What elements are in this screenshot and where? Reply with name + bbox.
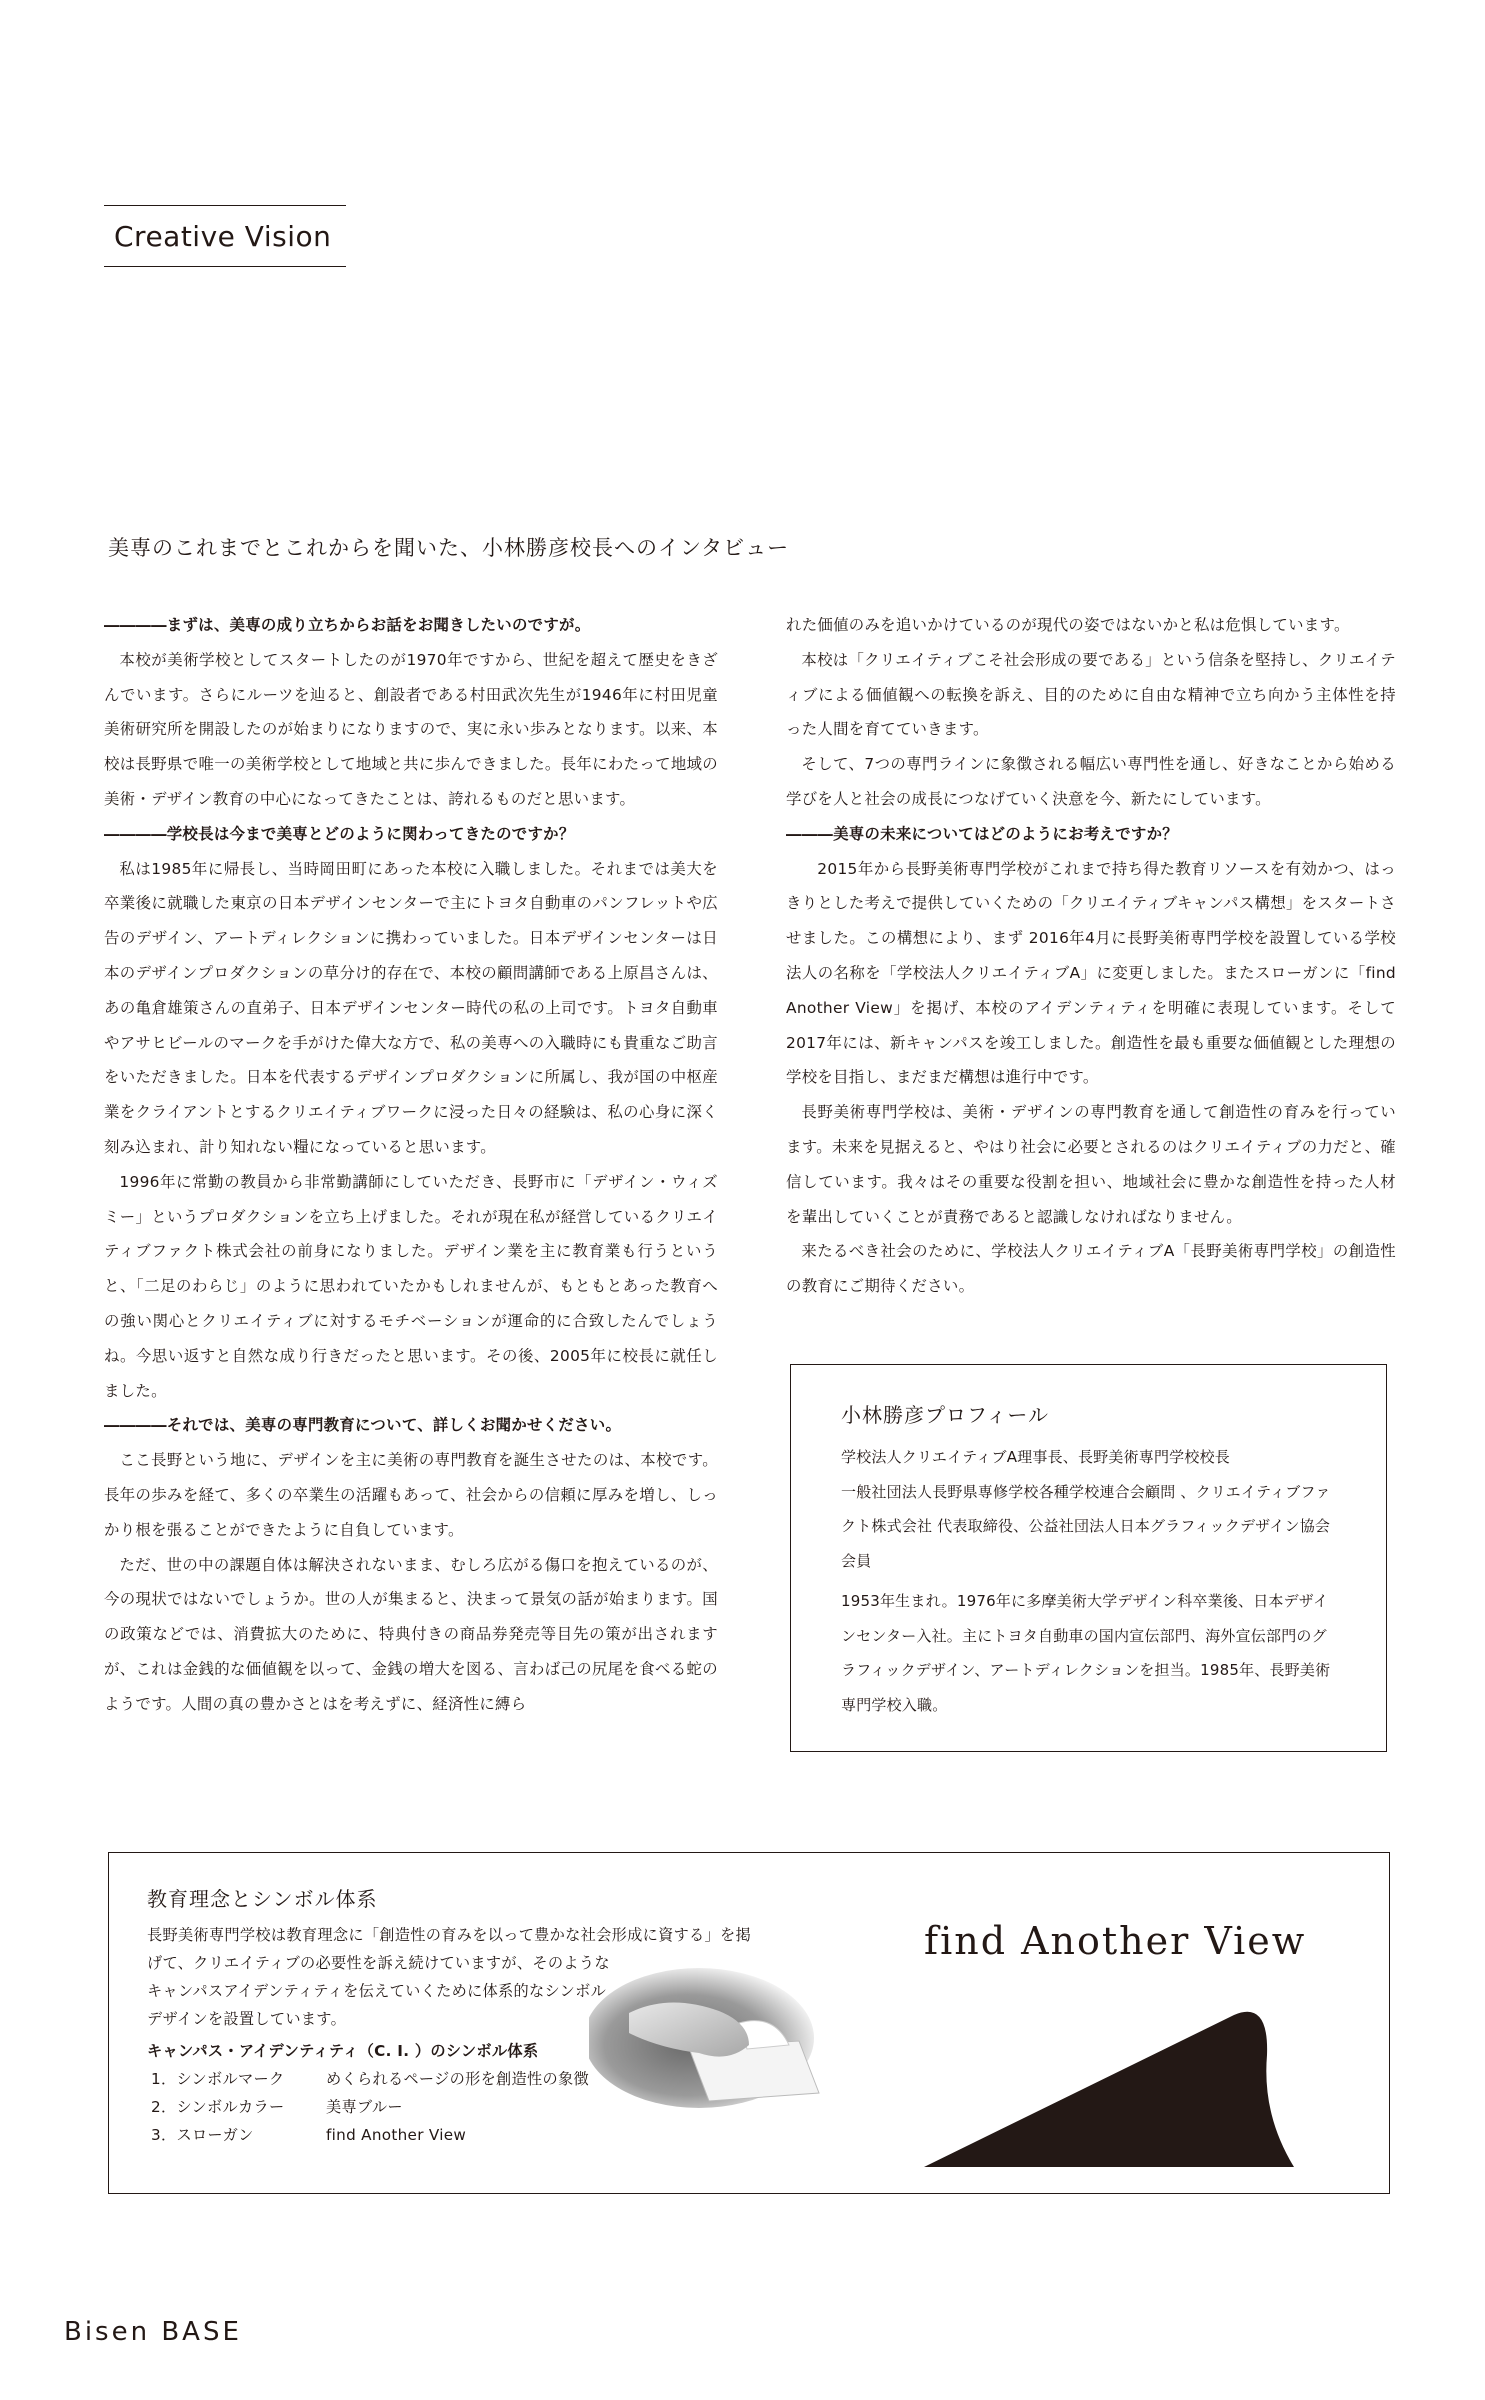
interview-answer: 本校は「クリエイティブこそ社会形成の要である」という信条を堅持し、クリエイティブによる価値観への転換を訴え、目的のために自由な精神で立ち向かう主体性を持った人間を育てていきます。 (786, 650, 1396, 739)
interview-question: ――――まずは、美専の成り立ちからお話をお聞きしたいのですが。 (104, 616, 591, 634)
symbol-mark-triangle (924, 1995, 1294, 2167)
profile-title: 小林勝彦プロフィール (841, 1403, 1049, 1427)
symbol-text-line: 長野美術専門学校は教育理念に「創造性の育みを以って豊かな社会形成に資する」を掲 (147, 1926, 752, 1944)
interview-question: ――――それでは、美専の専門教育について、詳しくお聞かせください。 (104, 1416, 622, 1435)
interview-answer: 私は1985年に帰長し、当時岡田町にあった本校に入職しました。それまでは美大を卒業後に就職した東京の日本デザインセンターで主にトヨタ自動車のパンフレットや広告のデザイン、アートディレクションに携わっていました。日本デザインセンターは日本のデザインプロダクションの草分け的存在で、本校の顧問講師である上原昌さんは、あの亀倉雄策さんの直弟子、日本デザインセンター時代の私の上司です。トヨタ自動車やアサヒビールのマークを手がけた偉大な方で、私の美専への入職時にも貴重なご助言をいただきました。日本を代表するデザインプロダクションに所属し、我が国の中枢産業をクライアントとするクリエイティブワークに浸った日々の経験は、私の心身に深く刻み込まれ、計り知れない糧になっていると思います。 (104, 859, 718, 1156)
symbol-item-value: find Another View (326, 2126, 467, 2144)
interview-answer: ここ長野という地に、デザインを主に美術の専門教育を誕生させたのは、本校です。長年の歩みを経て、多くの卒業生の活躍もあって、社会からの信頼に厚みを増し、しっかり根を張ることができたように自負しています。 (104, 1451, 718, 1539)
interview-answer: ただ、世の中の課題自体は解決されないまま、むしろ広がる傷口を抱えているのが、今の現状ではないでしょうか。世の人が集まると、決まって景気の話が始まります。国の政策などでは、消費拡大のために、特典付きの商品券発売等目先の策が出されますが、これは金銭的な価値観を以って、金銭の増大を図る、言わば己の尻尾を食べる蛇のようです。人間の真の豊かさとはを考えずに、経済性に縛ら (104, 1555, 718, 1713)
profile-line: 一般社団法人長野県専修学校各種学校連合会顧問 、クリエイティブファクト株式会社 代表取締役、公益社団法人日本グラフィックデザイン協会会員 (841, 1482, 1331, 1570)
footer-brand: Bisen BASE (64, 2317, 242, 2347)
symbol-item-key: 1．シンボルマーク (151, 2070, 285, 2088)
symbol-item (147, 2121, 867, 2149)
interview-answer: れた価値のみを追いかけているのが現代の姿ではないかと私は危惧しています。 (786, 616, 1350, 634)
interview-answer: 2015年から長野美術専門学校がこれまで持ち得た教育リソースを有効かつ、はっきりとした考えで提供していくための「クリエイティブキャンパス構想」をスタートさせました。この構想により、まず 2016年4月に長野美術専門学校を設置している学校法人の名称を「学校法人クリエイティブA」に変更しました。またスローガンに「find Another View」を掲げ、本校のアイデンティティを明確に表現しています。そして2017年には、新キャンパスを竣工しました。創造性を最も重要な価値観とした理想の学校を目指し、まだまだ構想は進行中です。 (786, 859, 1396, 1087)
symbol-item-value: めくられるページの形を創造性の象徴 (326, 2070, 589, 2088)
interview-answer: 来たるべき社会のために、学校法人クリエイティブA「長野美術専門学校」の創造性の教育にご期待ください。 (786, 1242, 1396, 1296)
section-title: Creative Vision (114, 220, 332, 253)
interview-question: ――――学校長は今まで美専とどのように関わってきたのですか？ (104, 824, 575, 843)
profile-box (790, 1364, 1387, 1752)
symbol-subtitle: キャンパス・アイデンティティ（C. I. ）のシンボル体系 (147, 2042, 539, 2060)
section-header (104, 205, 346, 267)
symbol-item-key: 3．スローガン (151, 2126, 254, 2144)
symbol-item-value: 美専ブルー (326, 2098, 403, 2116)
symbol-title: 教育理念とシンボル体系 (147, 1887, 378, 1911)
symbol-item-key: 2．シンボルカラー (151, 2098, 285, 2116)
interview-column-right (786, 608, 1396, 1304)
interview-answer: 1996年に常勤の教員から非常勤講師にしていただき、長野市に「デザイン・ウィズミー」というプロダクションを立ち上げました。それが現在私が経営しているクリエイティブファクト株式会社の前身になりました。デザイン業を主に教育業も行うというと、「二足のわらじ」のように思われていたかもしれませんが、もともとあった教育への強い関心とクリエイティブに対するモチベーションが運命的に合致したんでしょうね。今思い返すと自然な成り行きだったと思います。その後、2005年に校長に就任しました。 (104, 1172, 718, 1400)
hand-turning-page-photo (589, 1953, 834, 2113)
interview-answer: そして、7つの専門ラインに象徴される幅広い専門性を通し、好きなことから始める学びを人と社会の成長につなげていく決意を今、新たにしています。 (786, 755, 1396, 808)
symbol-text: げて、クリエイティブの必要性を訴え続けていますが、そのようなキャンパスアイデンティティを伝えていくために体系的なシンボルデザインを設置しています。 (147, 1954, 610, 2028)
lead-heading: 美専のこれまでとこれからを聞いた、小林勝彦校長へのインタビュー (108, 536, 790, 560)
interview-answer: 長野美術専門学校は、美術・デザインの専門教育を通して創造性の育みを行っています。未来を見据えると、やはり社会に必要とされるのはクリエイティブの力だと、確信しています。我々はその重要な役割を担い、地域社会に豊かな創造性を持った人材を輩出していくことが責務であると認識しなければなりません。 (786, 1103, 1396, 1226)
interview-column-left (104, 608, 718, 1722)
interview-question: ―――美専の未来についてはどのようにお考えですか？ (786, 824, 1178, 843)
interview-answer: 本校が美術学校としてスタートしたのが1970年ですから、世紀を超えて歴史をきざんでいます。さらにルーツを辿ると、創設者である村田武次先生が1946年に村田児童美術研究所を開設したのが始まりになりますので、実に永い歩みとなります。以来、本校は長野県で唯一の美術学校として地域と共に歩んできました。長年にわたって地域の美術・デザイン教育の中心になってきたことは、誇れるものだと思います。 (104, 650, 718, 808)
symbol-system-box (108, 1852, 1390, 2194)
profile-line: 1953年生まれ。1976年に多摩美術大学デザイン科卒業後、日本デザインセンター入社。主にトヨタ自動車の国内宣伝部門、海外宣伝部門のグラフィックデザイン、アートディレクションを担当。1985年、長野美術専門学校入職。 (841, 1592, 1331, 1714)
slogan-text: find Another View (924, 1919, 1307, 1963)
profile-line: 学校法人クリエイティブA理事長、長野美術専門学校校長 (841, 1448, 1230, 1466)
